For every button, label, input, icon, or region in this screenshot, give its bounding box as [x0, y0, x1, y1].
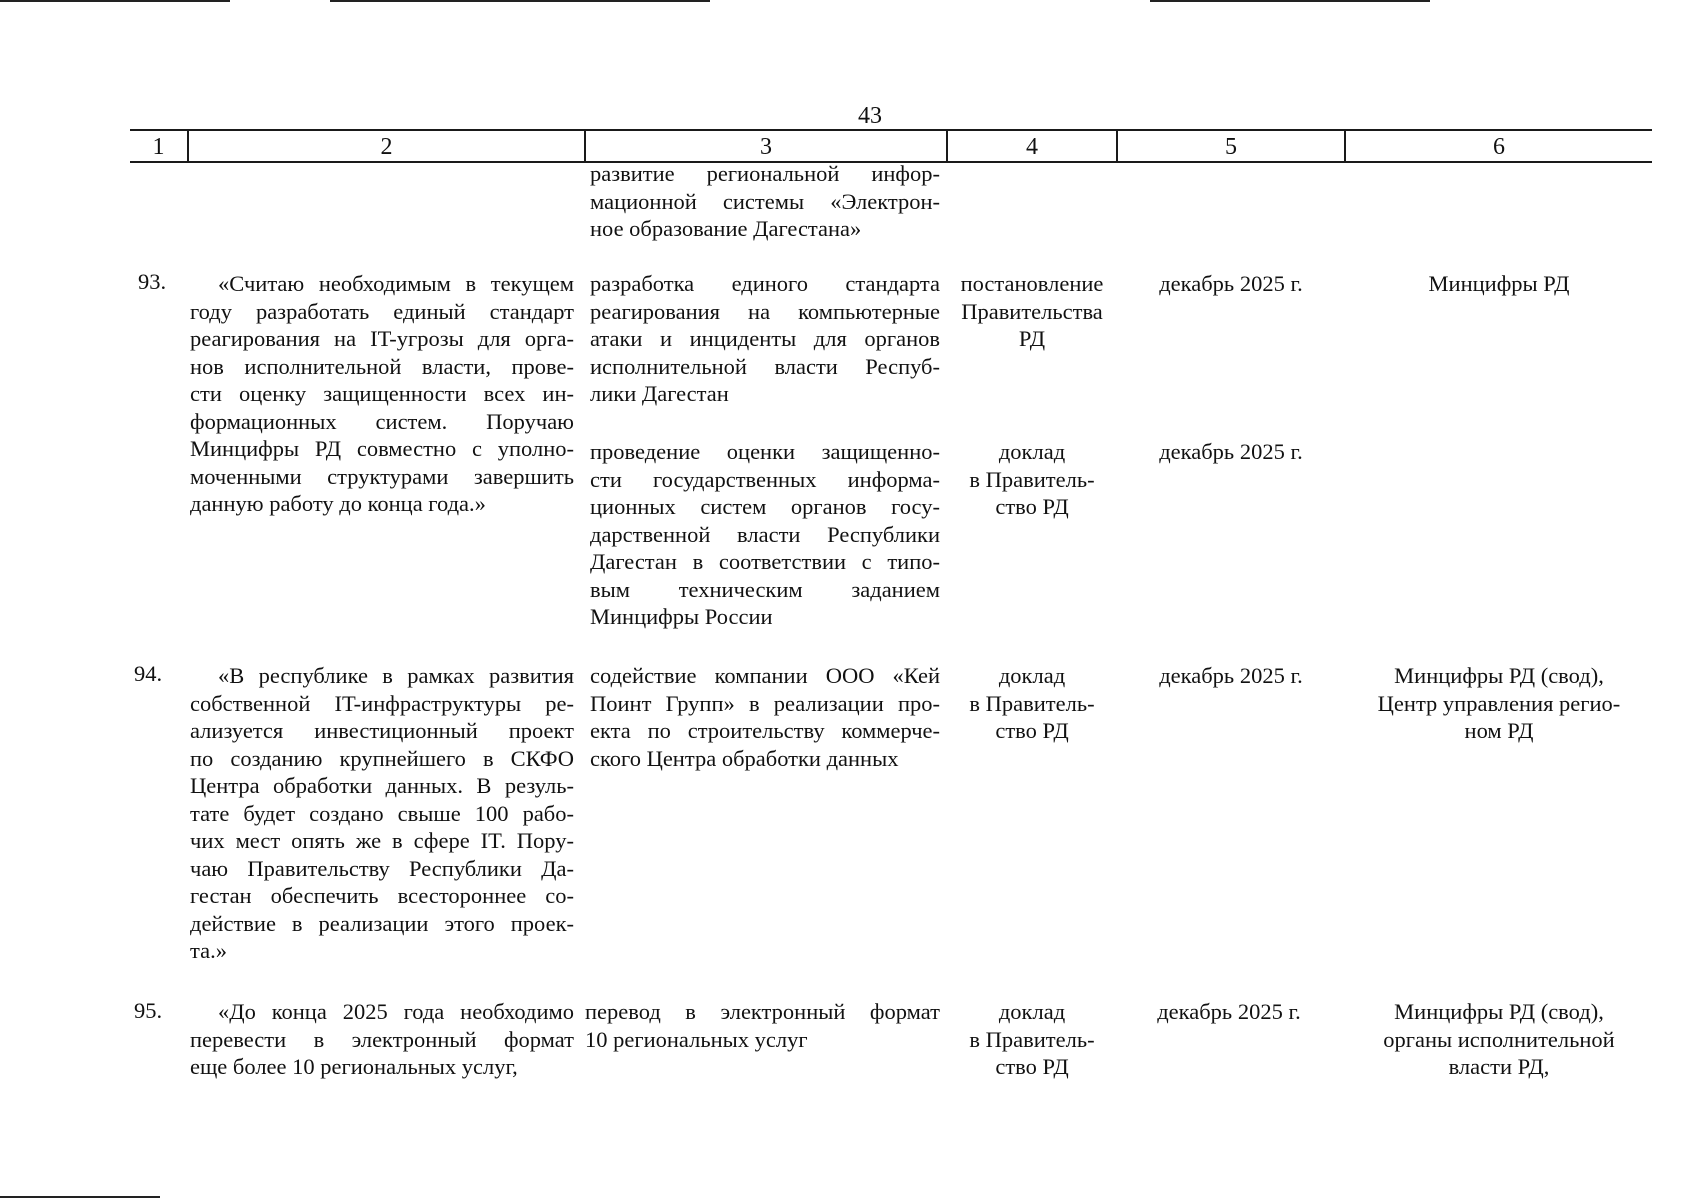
text-line: проведение оценки защищенно- — [590, 439, 940, 464]
text-line: «В республике в рамках развития — [218, 663, 574, 688]
text-line: ского Центра обработки данных — [590, 745, 899, 771]
deadline: декабрь 2025 г. — [1159, 663, 1303, 688]
text-line: чаю Правительству Республики Да- — [190, 855, 574, 881]
text-line: сти оценку защищенности всех ин- — [190, 381, 574, 406]
text-line: ство РД — [995, 494, 1069, 519]
responsible — [1346, 270, 1652, 298]
text-line: действие в реализации этого проек- — [190, 910, 574, 936]
column-header-3: 3 — [760, 134, 772, 160]
document-type — [948, 662, 1116, 745]
continuation-measure — [590, 160, 940, 243]
text-line: мационной системы «Электрон- — [590, 188, 940, 214]
column-header-4: 4 — [1026, 134, 1038, 160]
column-header-5: 5 — [1225, 134, 1237, 160]
header-top-rule — [130, 129, 1652, 131]
text-line: ализуется инвестиционный проект — [190, 718, 574, 743]
instruction-text — [190, 662, 574, 965]
text-line: доклад — [998, 439, 1066, 464]
column-header-6: 6 — [1493, 134, 1505, 160]
page-number: 43 — [858, 103, 882, 129]
column-header-2: 2 — [380, 134, 393, 160]
text-line: ство РД — [995, 718, 1069, 743]
text-line: ном РД — [1464, 718, 1534, 743]
measure-text — [590, 438, 940, 631]
instruction-text — [190, 998, 574, 1081]
text-line: 10 региональных услуг — [585, 1026, 808, 1052]
text-line: Минцифры РД совместно с уполно- — [190, 436, 574, 461]
text-line: еще более 10 региональных услуг, — [190, 1054, 518, 1079]
text-line: тате будет создано свыше 100 рабо- — [190, 800, 574, 826]
deadline: декабрь 2025 г. — [1157, 999, 1301, 1024]
text-line: в Правитель- — [969, 690, 1095, 716]
text-line: моченными структурами завершить — [190, 463, 574, 489]
text-line: постановление — [960, 271, 1104, 296]
text-line: атаки и инциденты для органов — [590, 326, 940, 351]
responsible — [1346, 998, 1652, 1081]
text-line: по созданию крупнейшего в СКФО — [190, 745, 574, 771]
text-line: власти РД, — [1448, 1054, 1550, 1079]
text-line: исполнительной власти Респуб- — [590, 353, 940, 379]
text-line: Центр управления регио- — [1377, 690, 1621, 716]
text-line: Минцифры РД (свод), — [1394, 999, 1604, 1024]
text-line: разработка единого стандарта — [590, 271, 940, 296]
text-line: реагирования на IT-угрозы для орга- — [190, 326, 574, 351]
text-line: Минцифры РД — [1428, 271, 1570, 296]
responsible — [1346, 662, 1652, 745]
row-number: 93. — [138, 269, 167, 294]
text-line: Дагестан в соответствии с типо- — [590, 549, 940, 574]
text-line: данную работу до конца года.» — [190, 491, 486, 516]
deadline: декабрь 2025 г. — [1159, 271, 1303, 296]
scan-edge-line — [1150, 0, 1430, 2]
text-line: доклад — [998, 663, 1066, 688]
document-type — [948, 270, 1116, 353]
text-line: вым техническим заданием — [590, 576, 940, 602]
text-line: органы исполнительной — [1383, 1026, 1615, 1052]
text-line: формационных систем. Поручаю — [190, 408, 574, 434]
measure-text — [590, 662, 940, 772]
text-line: Минцифры России — [590, 604, 773, 629]
text-line: ционных систем органов госу- — [590, 494, 940, 519]
text-line: екта по строительству коммерче- — [590, 718, 940, 743]
text-line: в Правитель- — [969, 466, 1095, 492]
scan-edge-line — [0, 0, 230, 2]
scan-edge-line — [330, 0, 710, 2]
text-line: году разработать единый стандарт — [190, 298, 574, 324]
text-line: развитие региональной инфор- — [590, 161, 940, 186]
text-line: гестан обеспечить всестороннее со- — [190, 883, 574, 908]
row-number: 94. — [134, 661, 163, 686]
text-line: содействие компании ООО «Кей — [590, 663, 940, 688]
row-number: 95. — [134, 998, 163, 1023]
text-line: Центра обработки данных. В резуль- — [190, 773, 574, 798]
deadline: декабрь 2025 г. — [1159, 439, 1303, 464]
text-line: Правительства — [961, 298, 1103, 324]
text-line: РД — [1018, 326, 1046, 351]
text-line: сти государственных информа- — [590, 466, 940, 492]
measure-text — [590, 270, 940, 408]
text-line: в Правитель- — [969, 1026, 1095, 1052]
text-line: нов исполнительной власти, прове- — [190, 353, 574, 379]
document-type — [948, 438, 1116, 521]
column-header-1: 1 — [152, 134, 165, 160]
scan-edge-line — [0, 1196, 160, 1198]
text-line: дарственной власти Республики — [590, 521, 940, 547]
text-line: перевести в электронный формат — [190, 1026, 574, 1052]
text-line: перевод в электронный формат — [585, 999, 940, 1024]
text-line: Минцифры РД (свод), — [1394, 663, 1604, 688]
document-type — [948, 998, 1116, 1081]
text-line: доклад — [998, 999, 1066, 1024]
text-line: лики Дагестан — [590, 381, 729, 406]
instruction-text — [190, 270, 574, 518]
text-line: чих мест опять же в сфере IT. Пору- — [190, 828, 574, 853]
text-line: ство РД — [995, 1054, 1069, 1079]
text-line: Поинт Групп» в реализации про- — [590, 690, 940, 716]
text-line: собственной IT-инфраструктуры ре- — [190, 690, 574, 716]
text-line: «Считаю необходимым в текущем — [218, 271, 574, 296]
text-line: «До конца 2025 года необходимо — [218, 999, 574, 1024]
text-line: ное образование Дагестана» — [590, 216, 862, 241]
text-line: та.» — [190, 938, 227, 963]
text-line: реагирования на компьютерные — [590, 298, 940, 324]
measure-text — [585, 998, 940, 1053]
